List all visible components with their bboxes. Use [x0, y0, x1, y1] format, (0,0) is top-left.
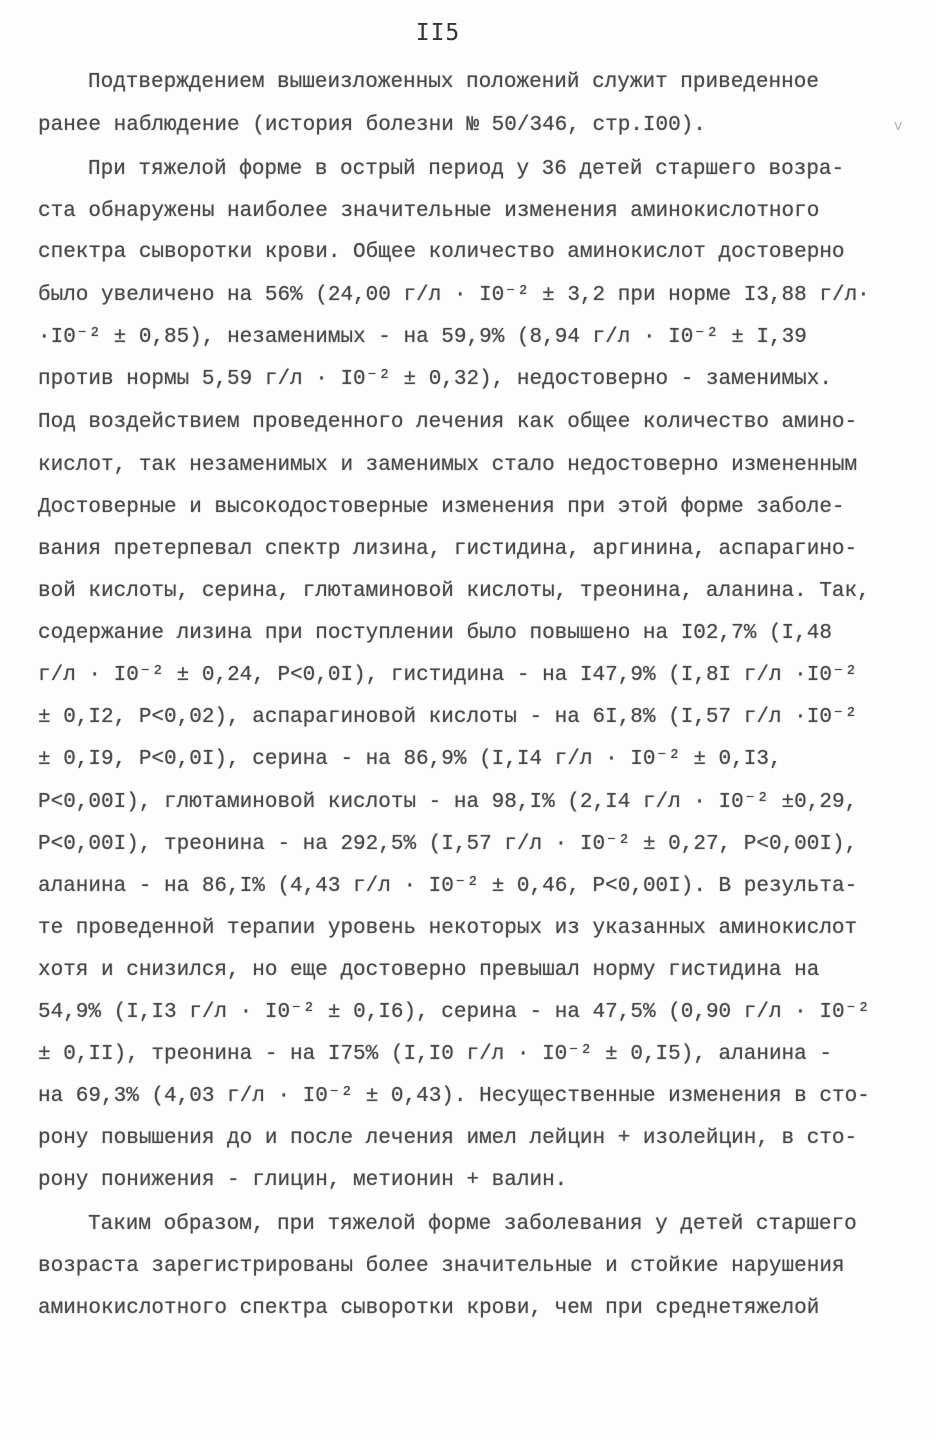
text-line: Подтверждением вышеизложенных положений служит приведенное — [88, 71, 819, 94]
text-line: возраста зарегистрированы более значительные и стойкие нарушения — [38, 1255, 845, 1278]
page-number: II5 — [415, 20, 461, 46]
text-line: Р<0,00I), глютаминовой кислоты - на 98,I% (2,I4 г/л · I0⁻² ±0,29, — [38, 791, 858, 814]
text-line: При тяжелой форме в острый период у 36 детей старшего возра- — [88, 158, 845, 181]
text-line: вания претерпевал спектр лизина, гистидина, аргинина, аспарагино- — [38, 538, 858, 561]
text-line: ± 0,II), треонина - на I75% (I,I0 г/л · I0⁻² ± 0,I5), аланина - — [38, 1043, 832, 1066]
text-line: спектра сыворотки крови. Общее количество аминокислот достоверно — [38, 241, 845, 264]
text-line: ста обнаружены наиболее значительные изменения аминокислотного — [38, 200, 820, 223]
text-line: г/л · I0⁻² ± 0,24, Р<0,0I), гистидина - на I47,9% (I,8I г/л ·I0⁻² — [38, 664, 858, 687]
text-line: аминокислотного спектра сыворотки крови, чем при среднетяжелой — [38, 1297, 820, 1320]
text-line: рону повышения до и после лечения имел лейцин + изолейцин, в сто- — [38, 1127, 858, 1150]
text-line: ранее наблюдение (история болезни № 50/346, стр.I00). — [38, 114, 706, 137]
text-line: рону понижения - глицин, метионин + валин. — [38, 1169, 568, 1192]
text-line: ± 0,I9, Р<0,0I), серина - на 86,9% (I,I4 г/л · I0⁻² ± 0,I3, — [38, 748, 782, 771]
text-line: те проведенной терапии уровень некоторых из указанных аминокислот — [38, 917, 858, 940]
text-line: ·I0⁻² ± 0,85), незаменимых - на 59,9% (8,94 г/л · I0⁻² ± I,39 — [38, 326, 807, 349]
margin-mark: v — [894, 118, 903, 134]
text-line: 54,9% (I,I3 г/л · I0⁻² ± 0,I6), серина - на 47,5% (0,90 г/л · I0⁻² — [38, 1001, 870, 1024]
text-line: против нормы 5,59 г/л · I0⁻² ± 0,32), недостоверно - заменимых. — [38, 368, 832, 391]
text-line: вой кислоты, серина, глютаминовой кислоты, треонина, аланина. Так, — [38, 580, 870, 603]
text-line: аланина - на 86,I% (4,43 г/л · I0⁻² ± 0,46, Р<0,00I). В результа- — [38, 875, 858, 898]
text-line: Таким образом, при тяжелой форме заболевания у детей старшего — [88, 1213, 857, 1236]
text-line: ± 0,I2, Р<0,02), аспарагиновой кислоты - на 6I,8% (I,57 г/л ·I0⁻² — [38, 706, 858, 729]
text-line: хотя и снизился, но еще достоверно превышал норму гистидина на — [38, 959, 820, 982]
text-line: Р<0,00I), треонина - на 292,5% (I,57 г/л · I0⁻² ± 0,27, Р<0,00I), — [38, 833, 858, 856]
text-line: было увеличено на 56% (24,00 г/л · I0⁻² ± 3,2 при норме I3,88 г/л· — [38, 284, 870, 307]
text-line: Под воздействием проведенного лечения как общее количество амино- — [38, 411, 858, 434]
text-line: Достоверные и высокодостоверные изменения при этой форме заболе- — [38, 496, 845, 519]
text-line: содержание лизина при поступлении было повышено на I02,7% (I,48 — [38, 622, 832, 645]
text-line: на 69,3% (4,03 г/л · I0⁻² ± 0,43). Несущественные изменения в сто- — [38, 1085, 870, 1108]
text-line: кислот, так незаменимых и заменимых стало недостоверно измененным — [38, 454, 858, 477]
